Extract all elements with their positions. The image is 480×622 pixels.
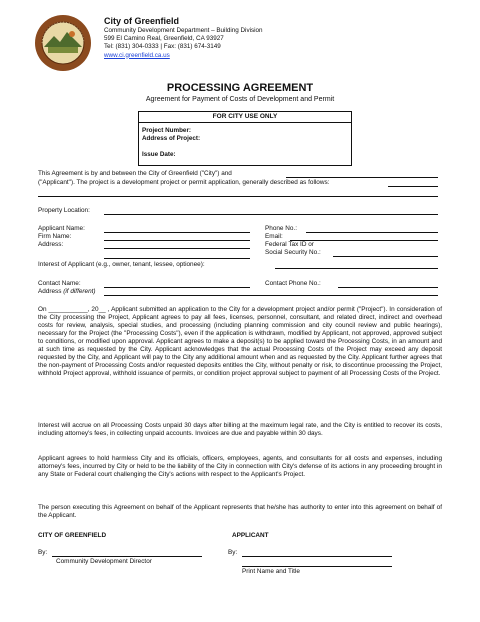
document-title: PROCESSING AGREEMENT — [166, 82, 314, 94]
phone-fax: Tel: (831) 304-0333 | Fax: (831) 674-3149 — [104, 43, 221, 51]
paragraph-hold-harmless: Applicant agrees to hold harmless City and its officials, officers, employees, agents, and consultants for all costs and expenses, including attorney's fees, incurred by City or held to be the liability of the City in connection with City's defense of its actions in any proceeding brought in any State or Federal court challenging the City's actions with respect to the Applicant's Project. — [38, 455, 442, 479]
issue-date-label: Issue Date: — [142, 151, 176, 158]
applicant-signature-line[interactable] — [242, 556, 392, 557]
city-address: 599 El Camino Real, Greenfield, CA 93927 — [104, 35, 224, 43]
website-link[interactable]: www.ci.greenfield.ca.us — [104, 51, 170, 59]
property-location-field[interactable] — [104, 214, 438, 215]
email-label: Email: — [265, 233, 283, 240]
department: Community Development Department – Building Division — [104, 27, 263, 34]
project-desc-line-1[interactable] — [388, 186, 438, 187]
city-use-box — [138, 111, 352, 166]
interest-field[interactable] — [275, 268, 438, 269]
project-address-label: Address of Project: — [142, 135, 201, 142]
city-seal-logo — [34, 14, 92, 72]
firm-name-label: Firm Name: — [38, 233, 72, 240]
contact-phone-field[interactable] — [338, 287, 438, 288]
tax-id-field[interactable] — [333, 256, 438, 257]
contact-address-label — [38, 288, 96, 296]
applicant-name-field[interactable] — [104, 232, 250, 233]
tax-id-label-1: Federal Tax ID or — [265, 241, 314, 248]
contact-address-note: (if different) — [63, 288, 96, 295]
city-name: City of Greenfield — [104, 16, 180, 26]
applicant-print-name-line[interactable] — [242, 566, 392, 567]
contact-phone-label: Contact Phone No.: — [265, 280, 321, 287]
property-location-label: Property Location: — [38, 207, 90, 214]
document-subtitle: Agreement for Payment of Costs of Development and Permit — [145, 96, 335, 103]
applicant-by-label: By: — [228, 549, 238, 556]
applicant-name-line[interactable] — [286, 177, 438, 178]
paragraph-processing-costs: On ___________, 20__ , Applicant submitted an application to the City for a development project and/or permit ("Project"). In consideration of the City processing the Project, Applicant agrees to pay all fees, licenses, personnel, consultant, and related direct, indirect and overhead costs for review, analysis, special studies, and processing (including planning commission and city council review and public hearings), necessary for the Project (the "Processing Costs"), even if the application is withdrawn, modified by Applicant, not approved, approved subject to conditions, or modified upon approval. Applicant agrees to make a deposit(s) to be applied toward the Processing Costs, in an amount and at such time as requested by the City. Applicant acknowledges that the actual Processing Costs of the Project may exceed any deposit requested by the City, and Applicant will pay to the City any additional amount when and as requested by the City. Applicant further agrees that the non-payment of Processing Costs and/or requested deposits entitles the City, without penalty or risk, to discontinue processing the Project, withhold Project approval, withhold issuance of permits, or condition project approval subject to payment of all Processing Costs of the Project. — [38, 306, 442, 378]
intro-line-1: This Agreement is by and between the City of Greenfield ("City") and — [38, 170, 232, 177]
city-signature-heading: CITY OF GREENFIELD — [38, 532, 107, 539]
applicant-signature-heading: APPLICANT — [232, 532, 269, 539]
paragraph-interest: Interest will accrue on all Processing Costs unpaid 30 days after billing at the maximum legal rate, and the City is entitled to recover its costs, including attorney's fees, in collecting unpaid accounts. Invoices are due and payable within 30 days. — [38, 422, 442, 438]
project-desc-line-2[interactable] — [38, 196, 438, 197]
tax-id-label-2: Social Security No.: — [265, 249, 321, 256]
city-signer-title: Community Development Director — [56, 558, 152, 565]
address-field-2[interactable] — [104, 258, 250, 259]
paragraph-authority: The person executing this Agreement on behalf of the Applicant represents that he/she has authority to enter into this agreement on behalf of the Applicant. — [38, 504, 442, 520]
city-signature-line[interactable] — [52, 556, 202, 557]
intro-line-2: ("Applicant"). The project is a development project or permit application, generally described as follows: — [38, 179, 330, 186]
interest-label: Interest of Applicant (e.g., owner, tenant, lessee, optionee): — [38, 261, 205, 268]
print-name-label: Print Name and Title — [242, 568, 300, 575]
contact-name-field[interactable] — [104, 287, 250, 288]
address-field-1[interactable] — [104, 248, 250, 249]
city-by-label: By: — [38, 549, 48, 556]
contact-name-label: Contact Name: — [38, 280, 81, 287]
contact-address-field[interactable] — [104, 295, 438, 296]
city-use-heading: FOR CITY USE ONLY — [139, 112, 351, 123]
project-number-label: Project Number: — [142, 127, 191, 134]
phone-label: Phone No.: — [265, 225, 297, 232]
applicant-name-label: Applicant Name: — [38, 225, 85, 232]
address-label: Address: — [38, 241, 64, 248]
contact-address-text: Address — [38, 288, 62, 295]
phone-field[interactable] — [306, 232, 438, 233]
letterhead — [104, 16, 263, 60]
firm-name-field[interactable] — [104, 240, 250, 241]
